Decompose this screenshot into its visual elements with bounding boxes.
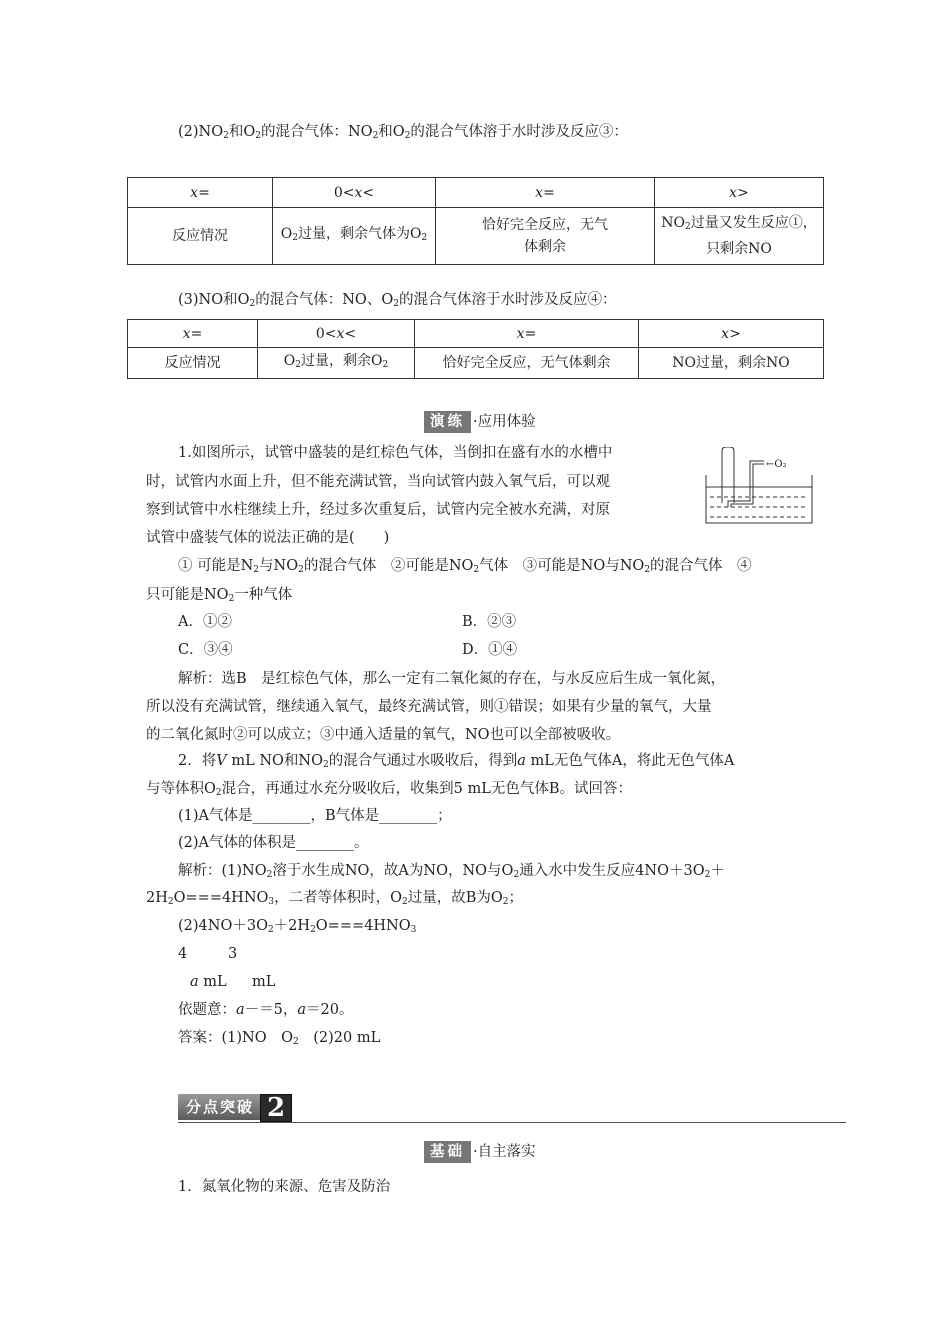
q1-solution-3: 的二氧化氮时②可以成立；③中通入适量的氧气，NO也可以全部被吸收。 — [146, 727, 621, 743]
heading-box: 演练 — [424, 411, 471, 433]
q2-solution-2: $2H_2O===4HNO_3$，二者等体积时，$O_2$过量，故B为$O_2$； — [146, 890, 524, 907]
q2-line2: 与等体积$O_2$混合，再通过水充分吸收后，收集到5 mL无色气体B。试回答： — [146, 781, 632, 798]
section-heading-practice: 演练 ·应用体验 — [424, 411, 536, 433]
table-1 — [127, 177, 824, 265]
q2-line1: 2．将V mL NO和$NO_2$的混合气通过水吸收后，得到a mL无色气体A，将此无色气体A — [178, 753, 735, 770]
q2-line4: (2)A气体的体积是________。 — [178, 835, 369, 851]
q2-volume-a: a mL — [190, 974, 227, 990]
para2-intro: $(2)NO_2$和$O_2$的混合气体：$NO_2$和$O_2$的混合气体溶于水时涉及反应③： — [178, 124, 628, 141]
table-row: 反应情况 $O_2$过量，剩余$O_2$ 恰好完全反应，无气体剩余 NO过量，剩余NO — [128, 348, 824, 379]
section-heading-basics: 基础 ·自主落实 — [424, 1141, 536, 1163]
q1-choice-d: D．①④ — [462, 642, 518, 658]
q1-options-line1: ① 可能是$N_2$与$NO_2$的混合气体 ②可能是$NO_2$气体 ③可能是NO与$NO_2$的混合气体 ④ — [178, 558, 752, 575]
q2-line3: (1)A气体是________，B气体是________； — [178, 808, 452, 824]
q1-line2: 时，试管内水面上升，但不能充满试管，当向试管内鼓入氧气后，可以观 — [146, 474, 610, 490]
table-row: x= 0<x< x= x> — [128, 320, 824, 348]
q1-line3: 察到试管中水柱继续上升，经过多次重复后，试管内完全被水充满，对原 — [146, 502, 610, 518]
last-line: 1．氮氧化物的来源、危害及防治 — [178, 1179, 391, 1195]
q2-answer: 答案：(1)NO $O_2$ (2)20 mL — [178, 1030, 381, 1047]
q1-choice-a: A．①② — [178, 614, 232, 630]
q1-choice-b: B．②③ — [462, 614, 517, 630]
q1-line1: 1.如图所示，试管中盛装的是红棕色气体，当倒扣在盛有水的水槽中 — [178, 445, 613, 461]
oxygen-label: ←O₂ — [766, 459, 787, 470]
q1-options-line2: 只可能是$NO_2$一种气体 — [146, 587, 293, 604]
q1-solution-1: 解析：选B 是红棕色气体，那么一定有二氧化氮的存在，与水反应后生成一氧化氮， — [178, 671, 726, 687]
table-row: 反应情况 $O_2$过量，剩余气体为$O_2$ 恰好完全反应，无气 体剩余 $NO_2$过量又发生反应①， 只剩余NO — [128, 208, 824, 265]
q1-choice-c: C．③④ — [178, 642, 233, 658]
section-banner: 分点突破 2 — [178, 1094, 292, 1122]
q1-line4: 试管中盛装气体的说法正确的是( ) — [146, 530, 390, 546]
section-divider — [178, 1122, 846, 1123]
q2-ratio-4: 4 — [178, 946, 188, 962]
q2-solution-6: 依题意：a－＝5，a＝20。 — [178, 1002, 354, 1018]
q2-volume-2: mL — [252, 974, 276, 990]
para3-intro: (3)NO和$O_2$的混合气体：NO、$O_2$的混合气体溶于水时涉及反应④： — [178, 292, 617, 309]
q1-solution-2: 所以没有充满试管，继续通入氧气，最终充满试管，则①错误；如果有少量的氧气，大量 — [146, 699, 712, 715]
q2-solution-3: $(2)4NO+3O_2+2H_2O===4HNO_3$ — [178, 918, 417, 935]
q2-solution-1: 解析：$(1)NO_2$溶于水生成NO，故A为NO，NO与$O_2$通入水中发生反应$4NO+3O_2+$ — [178, 863, 725, 880]
heading-box: 基础 — [424, 1141, 471, 1163]
table-row: x= 0<x< x= x> — [128, 178, 824, 208]
table-2 — [127, 319, 824, 379]
apparatus-figure — [700, 447, 820, 527]
q2-ratio-3: 3 — [228, 946, 238, 962]
